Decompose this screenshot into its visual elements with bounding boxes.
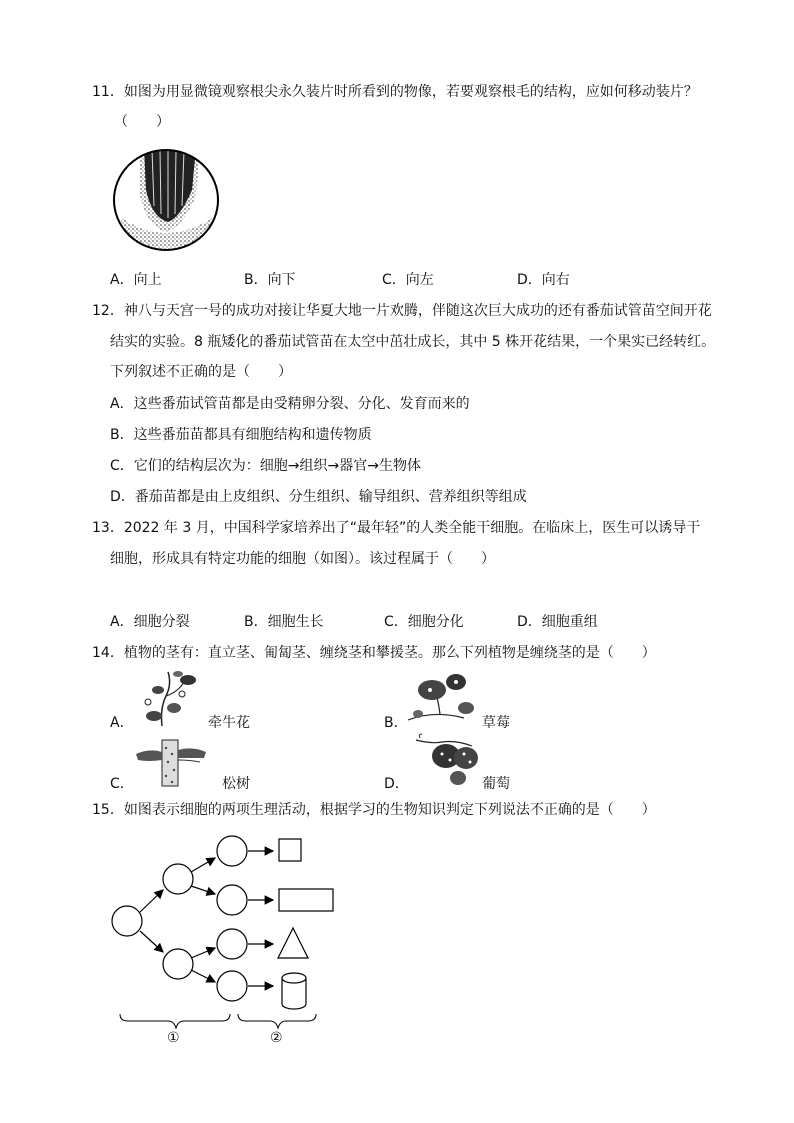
q11-option-a: A．向上 bbox=[110, 272, 162, 288]
q11-option-b: B．向下 bbox=[244, 272, 296, 288]
q14-option-d-name: 葡萄 bbox=[482, 776, 510, 792]
grape-illustration bbox=[412, 734, 492, 788]
q14-option-b-name: 草莓 bbox=[482, 715, 510, 731]
q12-stem-line2: 结实的实验。8 瓶矮化的番茄试管苗在太空中茁壮成长，其中 5 株开花结果，一个果实已经转红。 bbox=[110, 334, 716, 350]
q12-option-c: C．它们的结构层次为：细胞→组织→器官→生物体 bbox=[110, 458, 421, 474]
q15-stem: 15．如图表示细胞的两项生理活动，根据学习的生物知识判定下列说法不正确的是（ ） bbox=[92, 802, 656, 818]
q13-option-b: B．细胞生长 bbox=[244, 614, 324, 630]
q12-option-d: D．番茄苗都是由上皮组织、分生组织、输导组织、营养组织等组成 bbox=[110, 489, 527, 505]
q13-option-a: A．细胞分裂 bbox=[110, 614, 190, 630]
q14-option-c-name: 松树 bbox=[222, 776, 250, 792]
parent-cell bbox=[112, 906, 142, 936]
q12-stem-line3: 下列叙述不正确的是（ ） bbox=[110, 364, 292, 380]
q14-option-d-letter: D． bbox=[384, 776, 409, 792]
q11-answer-blank: （ ） bbox=[114, 114, 170, 130]
q11-stem: 11．如图为用显微镜观察根尖永久装片时所看到的物像，若要观察根毛的结构，应如何移动装片？ bbox=[92, 84, 698, 100]
process-label-2: ② bbox=[270, 1030, 283, 1046]
specialized-cell-rectangle bbox=[279, 889, 333, 911]
q11-option-c: C．向左 bbox=[382, 272, 434, 288]
specialized-cell-triangle bbox=[278, 928, 308, 958]
process-label-1: ① bbox=[167, 1030, 180, 1046]
morning-glory-illustration bbox=[132, 668, 212, 728]
brace-process-1 bbox=[120, 1014, 230, 1028]
strawberry-illustration bbox=[404, 668, 484, 728]
q12-option-a: A．这些番茄试管苗都是由受精卵分裂、分化、发育而来的 bbox=[110, 396, 470, 412]
q13-stem-line1: 13．2022 年 3 月，中国科学家培养出了“最年轻”的人类全能干细胞。在临床上，医生可以诱导干 bbox=[92, 520, 701, 536]
granddaughter-cell-1 bbox=[217, 836, 247, 866]
q14-option-a-name: 牵牛花 bbox=[208, 715, 250, 731]
granddaughter-cell-3 bbox=[217, 929, 247, 959]
q13-option-c: C．细胞分化 bbox=[384, 614, 464, 630]
granddaughter-cell-4 bbox=[217, 971, 247, 1001]
q14-option-a-letter: A． bbox=[110, 715, 134, 731]
root-tip-micrograph bbox=[112, 148, 222, 252]
cell-division-differentiation-diagram bbox=[110, 828, 350, 1048]
q14-option-b-letter: B． bbox=[384, 715, 408, 731]
q11-option-d: D．向右 bbox=[517, 272, 570, 288]
q13-stem-line2: 细胞，形成具有特定功能的细胞（如图）。该过程属于（ ） bbox=[110, 551, 495, 567]
q12-stem-line1: 12．神八与天宫一号的成功对接让华夏大地一片欢腾，伴随这次巨大成功的还有番茄试管苗空间开花 bbox=[92, 303, 712, 319]
q14-stem: 14．植物的茎有：直立茎、匍匐茎、缠绕茎和攀援茎。那么下列植物是缠绕茎的是（ ） bbox=[92, 645, 656, 661]
brace-process-2 bbox=[238, 1014, 316, 1028]
daughter-cell-bottom bbox=[163, 949, 193, 979]
pine-tree-illustration bbox=[134, 738, 214, 788]
daughter-cell-top bbox=[163, 864, 193, 894]
granddaughter-cell-2 bbox=[217, 885, 247, 915]
specialized-cell-square bbox=[279, 839, 301, 861]
q13-option-d: D．细胞重组 bbox=[517, 614, 598, 630]
q12-option-b: B．这些番茄苗都具有细胞结构和遗传物质 bbox=[110, 427, 372, 443]
q14-option-c-letter: C． bbox=[110, 776, 134, 792]
